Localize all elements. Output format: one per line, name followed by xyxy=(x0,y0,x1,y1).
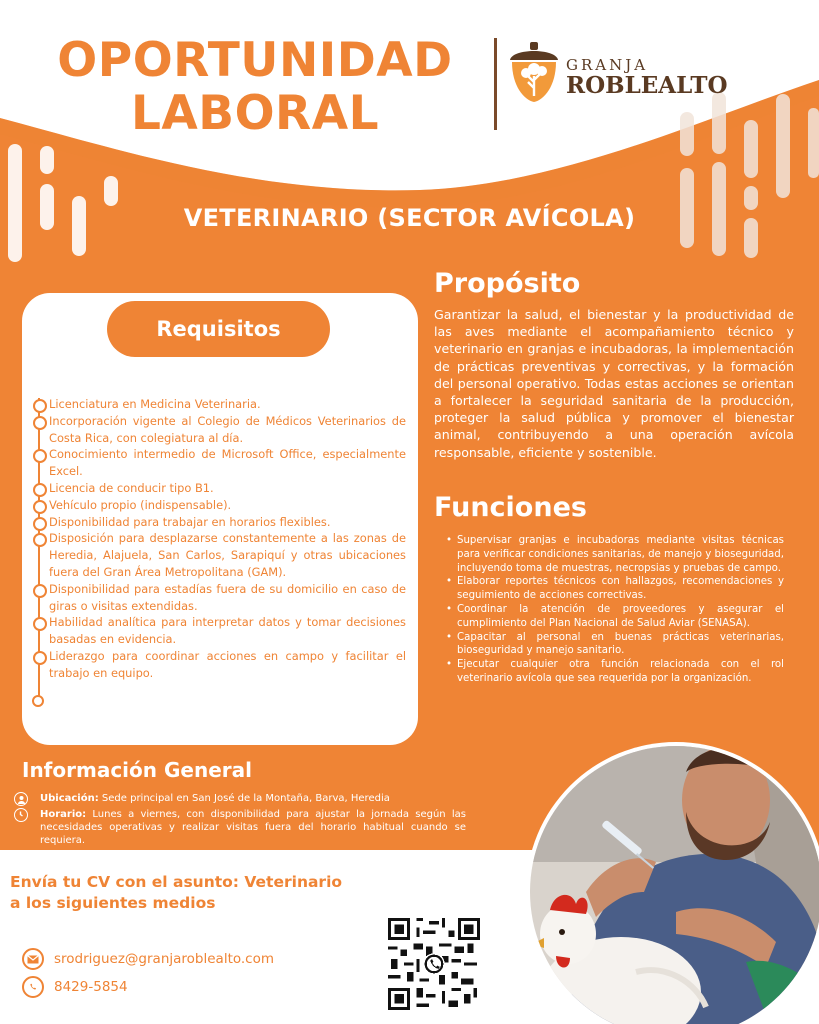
requisitos-list xyxy=(32,396,406,682)
cta-text xyxy=(10,872,370,914)
funcion-item: • Ejecutar cualquier otra función relacionada con el rol veterinario avícola que sea requerida por la organización. xyxy=(446,658,784,686)
ubicacion-label: Ubicación: xyxy=(40,793,99,804)
whatsapp-icon xyxy=(22,976,44,998)
funcion-item: • Supervisar granjas e incubadoras mediante visitas técnicas para verificar condiciones sanitarias, de manejo y bioseguridad, incluyendo toma de muestras, necropsias y pruebas de campo. xyxy=(446,534,784,575)
location-pin-icon xyxy=(14,792,28,806)
info-title: Información General xyxy=(22,758,252,782)
proposito-text: Garantizar la salud, el bienestar y la productividad de las aves mediante el acompañamiento técnico y veterinario en granjas e incubadoras, la implementación de prácticas preventivas y correctivas, y la formación del personal operativo. Todas estas acciones se orientan a fortalecer la seguridad sanitaria de la producción, proteger la salud pública y promover el bienestar animal, contribuyendo a una operación avícola responsable, eficiente y sostenible. xyxy=(434,307,794,460)
contact-email-row[interactable] xyxy=(22,948,274,970)
horario-label: Horario: xyxy=(40,809,87,820)
requisito-item: Incorporación vigente al Colegio de Médicos Veterinarios de Costa Rica, con colegiatura al día. xyxy=(32,413,406,447)
requisito-item: Disponibilidad para trabajar en horarios flexibles. xyxy=(32,514,406,531)
requisito-item: Disposición para desplazarse constantemente a las zonas de Heredia, Alajuela, San Carlos, Sarapiquí y otras ubicaciones fuera del Gran Área Metropolitana (GAM). xyxy=(32,530,406,580)
requisitos-title: Requisitos xyxy=(107,301,330,357)
contact-phone[interactable]: 8429-5854 xyxy=(54,979,128,995)
requisito-item: Liderazgo para coordinar acciones en campo y facilitar el trabajo en equipo. xyxy=(32,648,406,682)
acorn-tree-logo-icon xyxy=(508,42,560,104)
headline-line-1: OPORTUNIDAD xyxy=(57,33,453,88)
logo-word-granja: GRANJA xyxy=(566,56,649,74)
contact-phone-row[interactable] xyxy=(22,976,128,998)
requisito-item: Habilidad analítica para interpretar datos y tomar decisiones basadas en evidencia. xyxy=(32,614,406,648)
funcion-item: • Elaborar reportes técnicos con hallazgos, recomendaciones y seguimiento de acciones correctivas. xyxy=(446,575,784,603)
requisito-item: Vehículo propio (indispensable). xyxy=(32,497,406,514)
funciones-title: Funciones xyxy=(434,492,587,523)
funcion-item: • Coordinar la atención de proveedores y asegurar el cumplimiento del Plan Nacional de Salud Aviar (SENASA). xyxy=(446,603,784,631)
cta-line-1: Envía tu CV con el asunto: Veterinario xyxy=(10,873,343,891)
info-ubicacion xyxy=(14,792,466,805)
proposito-title: Propósito xyxy=(434,268,581,299)
requisito-item: Licencia de conducir tipo B1. xyxy=(32,480,406,497)
clock-icon xyxy=(14,808,28,822)
job-title: VETERINARIO (SECTOR AVÍCOLA) xyxy=(183,204,636,232)
requisito-item: Licenciatura en Medicina Veterinaria. xyxy=(32,396,406,413)
cta-line-2: a los siguientes medios xyxy=(10,894,216,912)
funciones-list xyxy=(446,534,784,686)
veterinarian-photo xyxy=(526,742,819,1024)
logo-divider xyxy=(494,38,497,130)
headline-line-2: LABORAL xyxy=(130,86,380,141)
horario-value: Lunes a viernes, con disponibilidad para ajustar la jornada según las necesidades operativas y realizar visitas fuera del horario habitual cuando se requiera. xyxy=(40,809,466,846)
qr-code[interactable] xyxy=(388,918,480,1010)
mail-icon xyxy=(22,948,44,970)
page-headline xyxy=(40,34,470,140)
requisito-item: Disponibilidad para estadías fuera de su domicilio en caso de giras o visitas extendidas. xyxy=(32,581,406,615)
requisito-item: Conocimiento intermedio de Microsoft Office, especialmente Excel. xyxy=(32,446,406,480)
contact-email[interactable]: srodriguez@granjaroblealto.com xyxy=(54,951,275,967)
timeline-end-dot xyxy=(32,695,44,707)
info-horario xyxy=(14,808,466,847)
funcion-item: • Capacitar al personal en buenas prácticas veterinarias, bioseguridad y manejo sanitario. xyxy=(446,631,784,659)
logo-word-roblealto: ROBLEALTO xyxy=(566,72,728,99)
ubicacion-value: Sede principal en San José de la Montaña, Barva, Heredia xyxy=(101,793,390,804)
